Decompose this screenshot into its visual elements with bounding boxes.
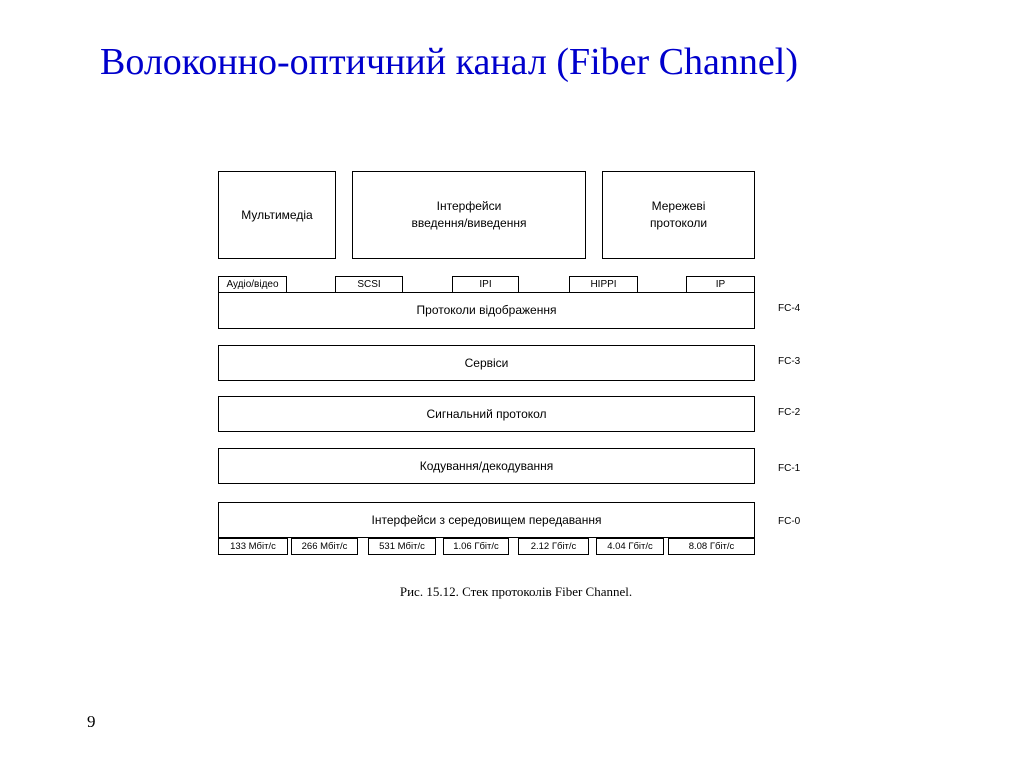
upper-protocol-audio-video xyxy=(218,276,287,293)
layer-fc1 xyxy=(218,448,755,484)
speed-label: 1.06 Гбіт/с xyxy=(453,540,499,552)
layer-fc2 xyxy=(218,396,755,432)
speed-8-08 xyxy=(668,538,755,555)
page-number: 9 xyxy=(87,712,96,731)
figure-caption: Рис. 15.12. Стек протоколів Fiber Channel. xyxy=(399,584,633,599)
layer-label: Протоколи відображення xyxy=(416,303,557,318)
upper-protocol-label: IP xyxy=(715,278,726,290)
speed-531 xyxy=(368,538,436,555)
speed-1-06 xyxy=(443,538,509,555)
layer-fc0 xyxy=(218,502,755,538)
layer-level-fc0: FC-0 xyxy=(778,516,801,527)
app-box-multimedia xyxy=(218,171,336,259)
speed-266 xyxy=(291,538,358,555)
speed-label: 2.12 Гбіт/с xyxy=(530,540,577,552)
app-box-io-interfaces xyxy=(352,171,586,259)
speed-4-04 xyxy=(596,538,664,555)
speed-133 xyxy=(218,538,288,555)
layer-level-fc2: FC-2 xyxy=(778,407,801,418)
layer-fc3 xyxy=(218,345,755,381)
speed-2-12 xyxy=(518,538,589,555)
upper-protocol-label: IPI xyxy=(479,278,492,290)
layer-label: Кодування/декодування xyxy=(419,458,554,473)
layer-label: Сервіси xyxy=(464,355,509,370)
upper-protocol-ip xyxy=(686,276,755,293)
layer-label: Інтерфейси з середовищем передавання xyxy=(371,512,602,527)
slide-title: Волоконно-оптичний канал (Fiber Channel) xyxy=(100,41,798,83)
speed-label: 133 Мбіт/с xyxy=(230,540,276,552)
upper-protocol-label: HIPPI xyxy=(590,278,617,290)
app-label-network-protocols: Мережеві протоколи xyxy=(649,199,708,230)
upper-protocol-scsi xyxy=(335,276,403,293)
layer-fc4 xyxy=(218,292,755,329)
upper-protocol-ipi xyxy=(452,276,519,293)
upper-protocol-hippi xyxy=(569,276,638,293)
speed-label: 8.08 Гбіт/с xyxy=(688,540,735,552)
speed-label: 531 Мбіт/с xyxy=(379,540,425,552)
layer-level-fc4: FC-4 xyxy=(778,303,801,314)
app-label-multimedia: Мультимедіа xyxy=(241,207,313,222)
speed-label: 4.04 Гбіт/с xyxy=(607,540,653,552)
app-box-network-protocols xyxy=(602,171,755,259)
layer-level-fc1: FC-1 xyxy=(778,463,801,474)
layer-level-fc3: FC-3 xyxy=(778,356,801,367)
speed-label: 266 Мбіт/с xyxy=(301,540,348,552)
upper-protocol-label: Аудіо/відео xyxy=(226,278,279,290)
layer-label: Сигнальний протокол xyxy=(426,406,547,421)
app-label-io-interfaces: Інтерфейси введення/виведення xyxy=(411,199,527,230)
upper-protocol-label: SCSI xyxy=(357,278,381,290)
